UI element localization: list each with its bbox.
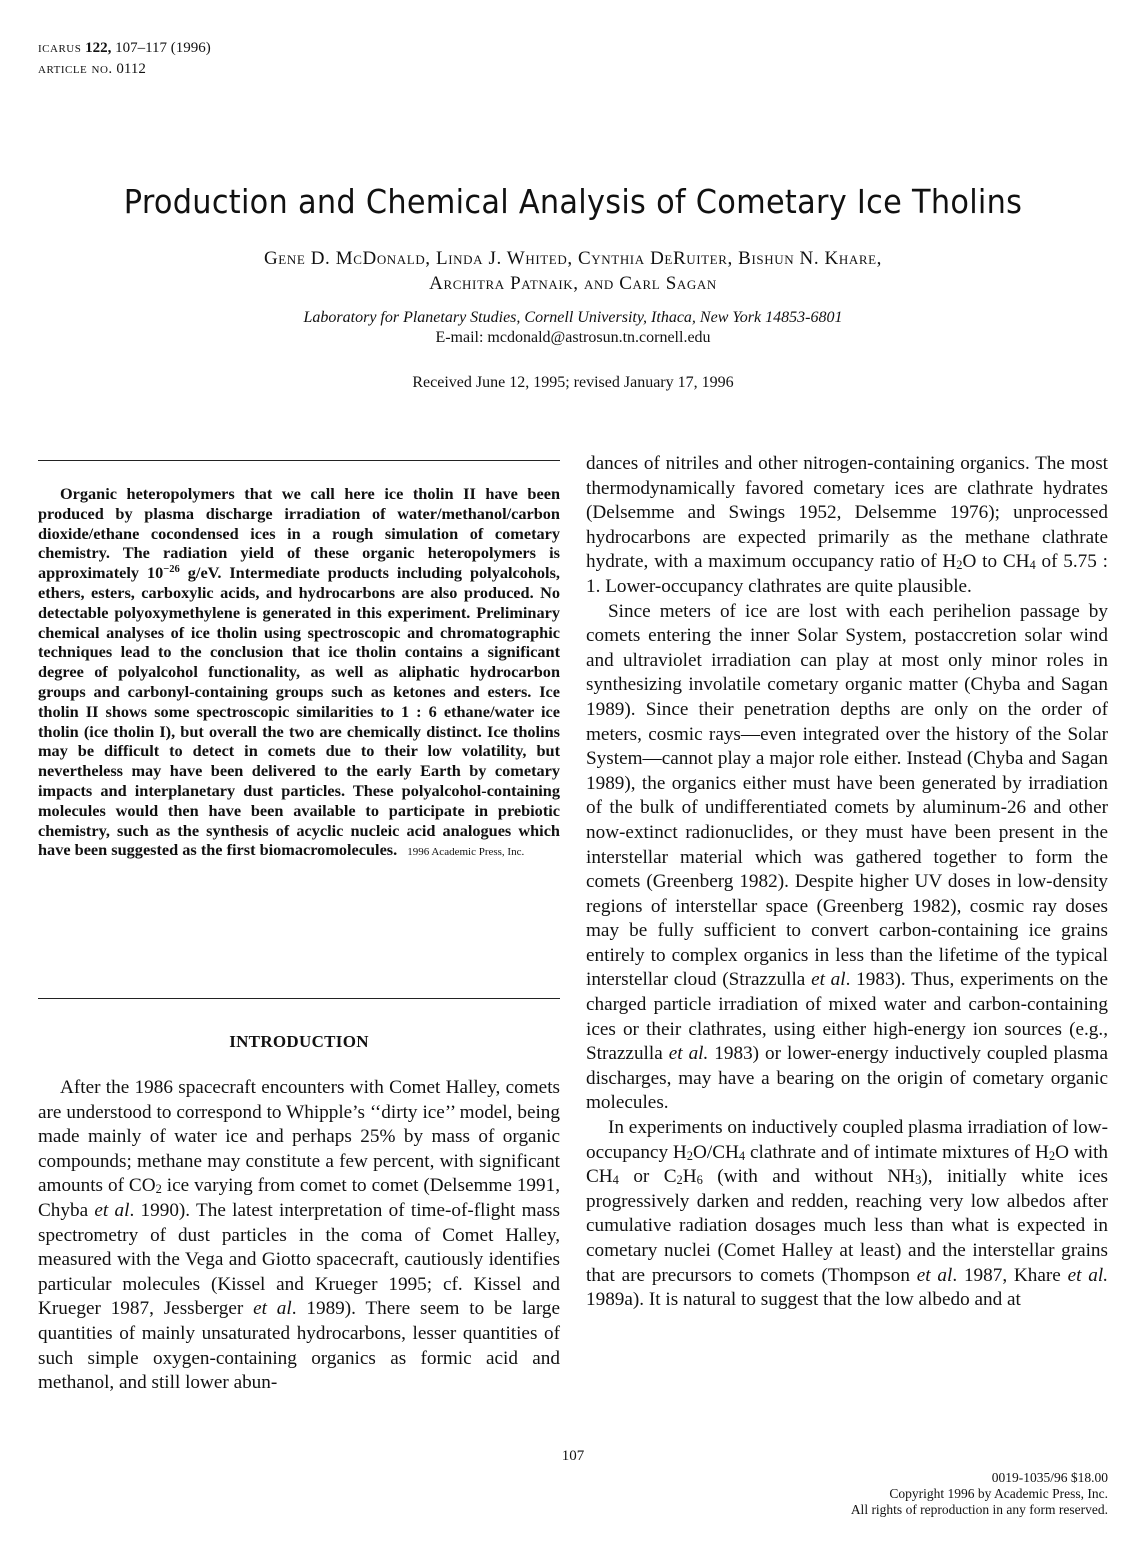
- issn-price: 0019-1035/96 $18.00: [991, 1470, 1108, 1485]
- right-p3-text-c: clathrate and of intimate mixtures of H: [745, 1141, 1049, 1163]
- right-p2-etal-2: et al.: [668, 1043, 709, 1065]
- right-p3-sub-2: 4: [738, 1148, 746, 1163]
- authors-line-2: Architra Patnaik, and Carl Sagan: [429, 273, 717, 294]
- right-p1-text-a: dances of nitriles and other nitrogen-containing organics. The most thermodynamically favored cometary ices are clathrate hydrates (Delsemme and Swings 1952, Delsemme 1976); unprocessed hydrocarbons are expected primarily as the methane clathrate hydrate, with a maximum occupancy ratio of H: [586, 453, 1108, 573]
- section-heading-introduction: INTRODUCTION: [229, 1032, 369, 1051]
- right-p2-text-a: Since meters of ice are lost with each perihelion passage by comets entering the inner Solar System, postaccretion solar wind and ultraviolet irradiation can play at most only minor roles in synthesizing involatile cometary organic matter (Chyba and Sagan 1989). Since their penetration depths are only on the order of meters, cosmic rays—even integrated over the history of the Solar System—cannot play a major role either. Instead (Chyba and Sagan 1989), the organics either must have been generated by irradiation of the bulk of undifferentiated comets by aluminum-26 and other now-extinct radionuclides, or they must have been present in the interstellar material which was gathered together to form the comets (Greenberg 1982). Despite higher UV doses in low-density regions of interstellar space (Greenberg 1982), cosmic ray doses may be fully sufficient to convert carbon-containing ice grains entirely to complex organics in less than the lifetime of the typical interstellar cloud (Strazzulla: [586, 600, 1108, 991]
- intro-p1-text-d: . 1989). There seem to be large quantities of mainly unsaturated hydrocarbons, lesser quantities of such simple oxygen-containing organics as formic acid and methanol, and still lower abun-: [38, 1298, 560, 1394]
- journal-header: [38, 38, 211, 80]
- right-p2-text-c: 1983) or lower-energy inductively coupled plasma discharges, may have a bearing on the origin of cometary organic molecules.: [586, 1043, 1108, 1114]
- right-p3-text-g: (with and without NH: [702, 1166, 916, 1188]
- abstract-top-rule: [38, 460, 560, 461]
- authors-line-1: Gene D. McDonald, Linda J. Whited, Cynthia DeRuiter, Bishun N. Khare,: [263, 248, 883, 269]
- copyright-block: [708, 1470, 1108, 1518]
- right-p3-sub-4: 4: [612, 1173, 619, 1188]
- right-p3-etal-1: et al: [916, 1264, 953, 1286]
- right-p3-text-e: or C: [618, 1166, 677, 1188]
- copyright-line: Copyright 1996 by Academic Press, Inc.: [889, 1486, 1108, 1501]
- intro-p1-etal-1: et al: [94, 1199, 130, 1221]
- email: E-mail: mcdonald@astrosun.tn.cornell.edu: [435, 329, 711, 346]
- right-p3-sub-7: 3: [915, 1173, 922, 1188]
- rights-line: All rights of reproduction in any form reserved.: [850, 1502, 1108, 1517]
- author-list: [0, 246, 1146, 296]
- intro-p1-text-a: After the 1986 spacecraft encounters with Comet Halley, comets are understood to correspond to Whipple’s ‘‘dirty ice’’ model, being made mainly of water ice and perhaps 25% by mass of organic compounds; methane may constitute a few percent, with significant amounts of CO: [38, 1077, 560, 1197]
- abstract-text-1: Organic heteropolymers that we call here ice tholin II have been produced by plasma discharge irradiation of water/methanol/carbon dioxide/ethane cocondensed ices in a rough simulation of cometary chemistry. The radiation yield of these organic heteropolymers is approximately 10: [38, 484, 560, 583]
- right-paragraph-1: [586, 452, 1108, 600]
- right-p3-etal-2: et al.: [1067, 1264, 1108, 1286]
- received-dates: Received June 12, 1995; revised January 17, 1996: [412, 374, 734, 391]
- right-p1-sub-1: 2: [956, 558, 963, 573]
- right-p3-sub-5: 2: [676, 1173, 683, 1188]
- journal-name: icarus: [38, 40, 82, 56]
- abstract-exponent: −26: [163, 564, 180, 576]
- journal-pages-year: 107–117 (1996): [111, 40, 211, 56]
- right-paragraph-3: [586, 1116, 1108, 1313]
- article-number: [38, 59, 211, 80]
- paper-title: Production and Chemical Analysis of Cometary Ice Tholins: [123, 182, 1023, 221]
- right-p3-text-f: H: [682, 1166, 697, 1188]
- right-column: [586, 452, 1108, 1313]
- right-p1-sub-2: 4: [1029, 558, 1036, 573]
- intro-p1-text-b: ice varying from comet to comet (Delsemme 1991, Chyba: [38, 1175, 560, 1221]
- right-p3-text-a: In experiments on inductively coupled plasma irradiation of low-occupancy H: [586, 1117, 1108, 1163]
- abstract: [38, 484, 560, 863]
- abstract-bottom-rule: [38, 998, 560, 999]
- right-p3-sub-3: 2: [1048, 1148, 1056, 1163]
- journal-volume: 122,: [85, 40, 112, 56]
- intro-p1-sub: 2: [155, 1182, 162, 1197]
- intro-p1-text-c: . 1990). The latest interpretation of time-of-flight mass spectrometry of dust particles in the coma of Comet Halley, measured with the Vega and Giotto spacecraft, cautiously identifies particular molecules (Kissel and Krueger 1995; cf. Kissel and Krueger 1987, Jessberger: [38, 1199, 560, 1320]
- right-p2-etal-1: et al: [811, 969, 846, 991]
- right-p3-sub-1: 2: [686, 1148, 694, 1163]
- affiliation: Laboratory for Planetary Studies, Cornell University, Ithaca, New York 14853-6801: [303, 309, 843, 326]
- right-p3-text-h: ), initially white ices progressively darken and redden, reaching very low albedos after cumulative radiation dosages much less than what is expected in cometary nuclei (Comet Halley at least) and the interstellar grains that are precursors to comets (Thompson: [586, 1166, 1108, 1286]
- intro-paragraph-1: [38, 1076, 560, 1396]
- right-paragraph-2: [586, 600, 1108, 1116]
- abstract-text-2: g/eV. Intermediate products including polyalcohols, ethers, esters, carboxylic acids, and hydrocarbons are also produced. No detectable polyoxymethylene is generated in this experiment. Preliminary chemical analyses of ice tholin using spectroscopic and chromatographic techniques lead to the conclusion that ice tholin contains a significant degree of polyalcohol functionality, as well as aliphatic hydrocarbon groups and carbonyl-containing groups such as ketones and esters. Ice tholin II shows some spectroscopic similarities to 1 : 6 ethane/water ice tholin (ice tholin I), but overall the two are chemically distinct. Ice tholins may be difficult to detect in comets due to their low volatility, but nevertheless may have been delivered to the early Earth by cometary impacts and interplanetary dust particles. These polyalcohol-containing molecules would then have been available to participate in prebiotic chemistry, such as the synthesis of acyclic nucleic acid analogues which have been suggested as the first biomacromolecules.: [38, 563, 560, 860]
- right-p1-text-c: of 5.75 : 1. Lower-occupancy clathrates are quite plausible.: [586, 551, 1108, 597]
- right-p3-sub-6: 6: [696, 1173, 703, 1188]
- page-number: 107: [561, 1448, 585, 1464]
- affiliation-block: [0, 308, 1146, 348]
- article-no: 0112: [112, 61, 146, 77]
- right-p3-text-i: . 1987, Khare: [952, 1264, 1068, 1286]
- right-p1-text-b: O to CH: [962, 551, 1030, 573]
- right-p2-text-b: . 1983). Thus, experiments on the charged particle irradiation of mixed water and carbon-containing ices or their clathrates, using either high-energy ion sources (e.g., Strazzulla: [586, 969, 1108, 1065]
- abstract-publisher: 1996 Academic Press, Inc.: [407, 846, 525, 859]
- intro-p1-etal-2: et al: [253, 1298, 292, 1320]
- journal-citation: [38, 38, 211, 59]
- article-label: article no.: [38, 61, 113, 77]
- right-p3-text-j: 1989a). It is natural to suggest that the low albedo and at: [586, 1289, 1021, 1311]
- right-p3-text-d: O with CH: [586, 1141, 1108, 1188]
- right-p3-text-b: O/CH: [693, 1141, 739, 1163]
